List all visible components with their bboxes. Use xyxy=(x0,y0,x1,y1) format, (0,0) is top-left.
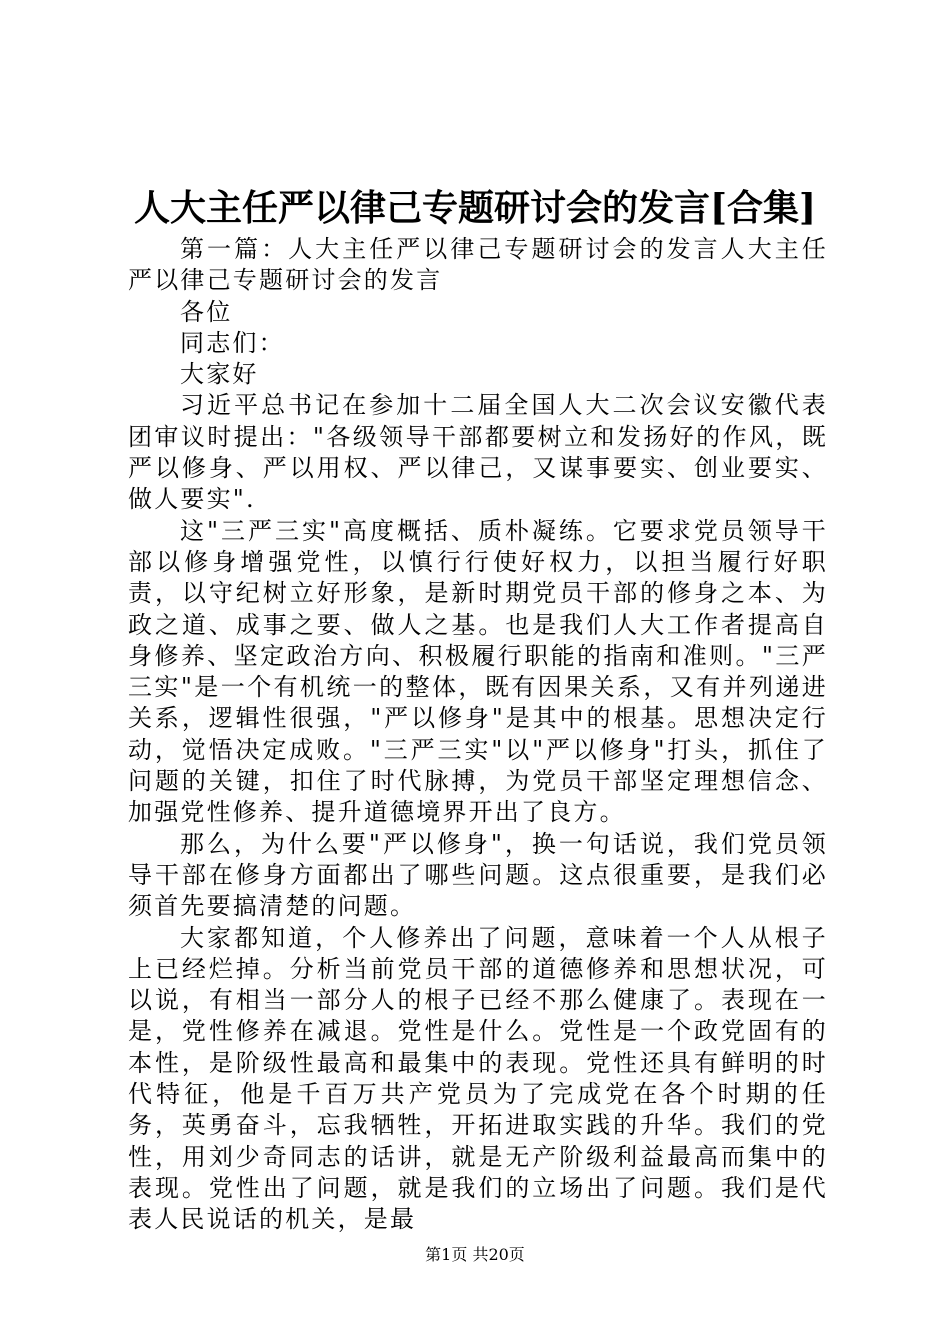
paragraph-three-strict: 这"三严三实"高度概括、质朴凝练。它要求党员领导干部以修身增强党性，以慎行行使好权力，以担当履行好职责，以守纪树立好形象，是新时期党员干部的修身之本、为政之道、成事之要、做人之基。也是我们人大工作者提高自身修养、坚定政治方向、积极履行职能的指南和准则。"三严三实"是一个有机统一的整体，既有因果关系，又有并列递进关系，逻辑性很强，"严以修身"是其中的根基。思想决定行动，觉悟决定成败。"三严三实"以"严以修身"打头，抓住了问题的关键，扣住了时代脉搏，为党员干部坚定理想信念、加强党性修养、提升道德境界开出了良方。 xyxy=(128,516,828,827)
paragraph-greeting-1: 各位 xyxy=(180,297,233,326)
paragraph-quote: 习近平总书记在参加十二届全国人大二次会议安徽代表团审议时提出："各级领导干部都要树立和发扬好的作风，既严以修身、严以用权、严以律己，又谋事要实、创业要实、做人要实". xyxy=(128,391,828,514)
document-body xyxy=(128,234,828,1236)
paragraph-intro: 第一篇：人大主任严以律己专题研讨会的发言人大主任严以律己专题研讨会的发言 xyxy=(128,235,828,295)
paragraph-analysis: 大家都知道，个人修养出了问题，意味着一个人从根子上已经烂掉。分析当前党员干部的道德修养和思想状况，可以说，有相当一部分人的根子已经不那么健康了。表现在一是，党性修养在减退。党性是什么。党性是一个政党固有的本性，是阶级性最高和最集中的表现。党性还具有鲜明的时代特征，他是千百万共产党员为了完成党在各个时期的任务，英勇奋斗，忘我牺牲，开拓进取实践的升华。我们的党性，用刘少奇同志的话讲，就是无产阶级利益最高而集中的表现。党性出了问题，就是我们的立场出了问题。我们是代表人民说话的机关，是最 xyxy=(128,923,828,1234)
paragraph-greeting-2: 同志们： xyxy=(180,328,285,357)
paragraph-greeting-3: 大家好 xyxy=(180,360,259,389)
page-footer: 第1页 共20页 xyxy=(425,1245,525,1264)
document-title: 人大主任严以律己专题研讨会的发言[合集] xyxy=(133,187,817,229)
paragraph-why: 那么，为什么要"严以修身"，换一句话说，我们党员领导干部在修身方面都出了哪些问题。这点很重要，是我们必须首先要搞清楚的问题。 xyxy=(128,829,828,921)
